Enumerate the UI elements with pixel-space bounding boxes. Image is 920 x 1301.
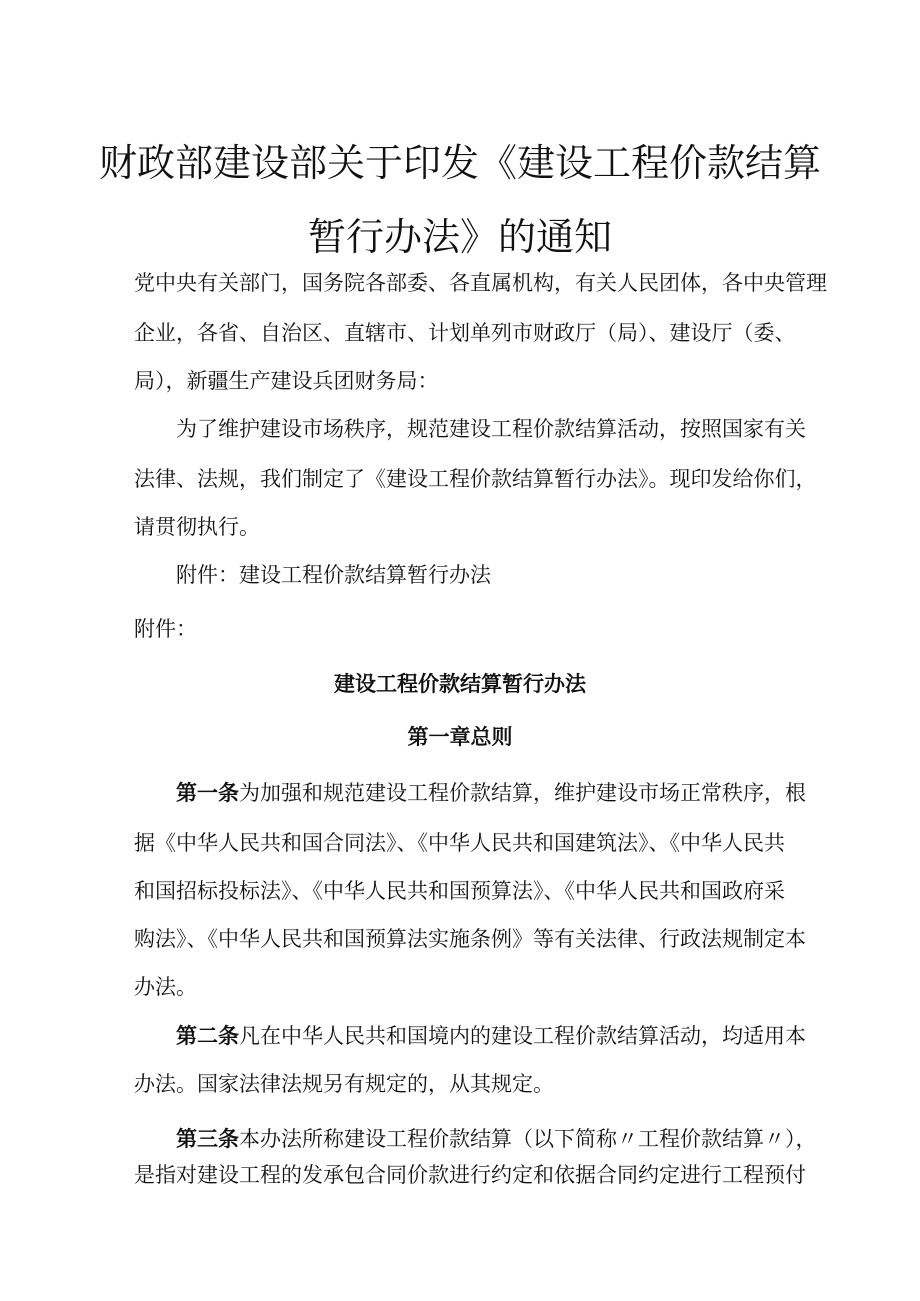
article-3-label: 第三条	[176, 1127, 239, 1151]
article-2-label: 第二条	[176, 1024, 239, 1048]
document-title-line-1: 财政部建设部关于印发《建设工程价款结算	[98, 141, 821, 185]
article-1-line-2: 据《中华人民共和国合同法》、《中华人民共和国建筑法》、《中华人民共	[134, 831, 785, 855]
chapter-heading: 第一章总则	[407, 725, 513, 749]
paragraph-1-line-3: 请贯彻执行。	[134, 515, 260, 539]
article-1-line-4: 购法》、《中华人民共和国预算法实施条例》等有关法律、行政法规制定本	[134, 927, 806, 951]
attachment-label: 附件：	[134, 617, 197, 641]
paragraph-1-line-2: 法律、法规，我们制定了《建设工程价款结算暂行办法》。现印发给你们，	[134, 467, 817, 491]
article-3-first-line	[176, 1124, 817, 1154]
address-line-2: 企业，各省、自治区、直辖市、计划单列市财政厅（局）、建设厅（委、	[134, 321, 796, 345]
article-1-first-text: 为加强和规范建设工程价款结算，维护建设市场正常秩序，根	[239, 781, 806, 805]
article-1-label: 第一条	[176, 781, 239, 805]
article-3-first-text: 本办法所称建设工程价款结算（以下简称〃工程价款结算〃），	[239, 1127, 817, 1151]
attachment-note: 附件：建设工程价款结算暂行办法	[176, 563, 491, 587]
article-2-line-2: 办法。国家法律法规另有规定的，从其规定。	[134, 1072, 554, 1096]
article-2-first-text: 凡在中华人民共和国境内的建设工程价款结算活动，均适用本	[239, 1024, 806, 1048]
article-3-line-2: 是指对建设工程的发承包合同价款进行约定和依据合同约定进行工程预付	[134, 1163, 806, 1187]
attachment-subtitle: 建设工程价款结算暂行办法	[334, 672, 586, 696]
article-1-line-5: 办法。	[134, 975, 197, 999]
article-2-first-line	[176, 1021, 806, 1051]
address-line-3: 局），新疆生产建设兵团财务局：	[134, 369, 439, 393]
paragraph-1-line-1: 为了维护建设市场秩序，规范建设工程价款结算活动，按照国家有关	[176, 417, 806, 441]
address-line-1: 党中央有关部门，国务院各部委、各直属机构，有关人民团体，各中央管理	[134, 271, 827, 295]
article-1-line-3: 和国招标投标法》、《中华人民共和国预算法》、《中华人民共和国政府采	[134, 879, 785, 903]
article-1-first-line	[176, 778, 806, 808]
document-title-line-2: 暂行办法》的通知	[307, 215, 612, 259]
